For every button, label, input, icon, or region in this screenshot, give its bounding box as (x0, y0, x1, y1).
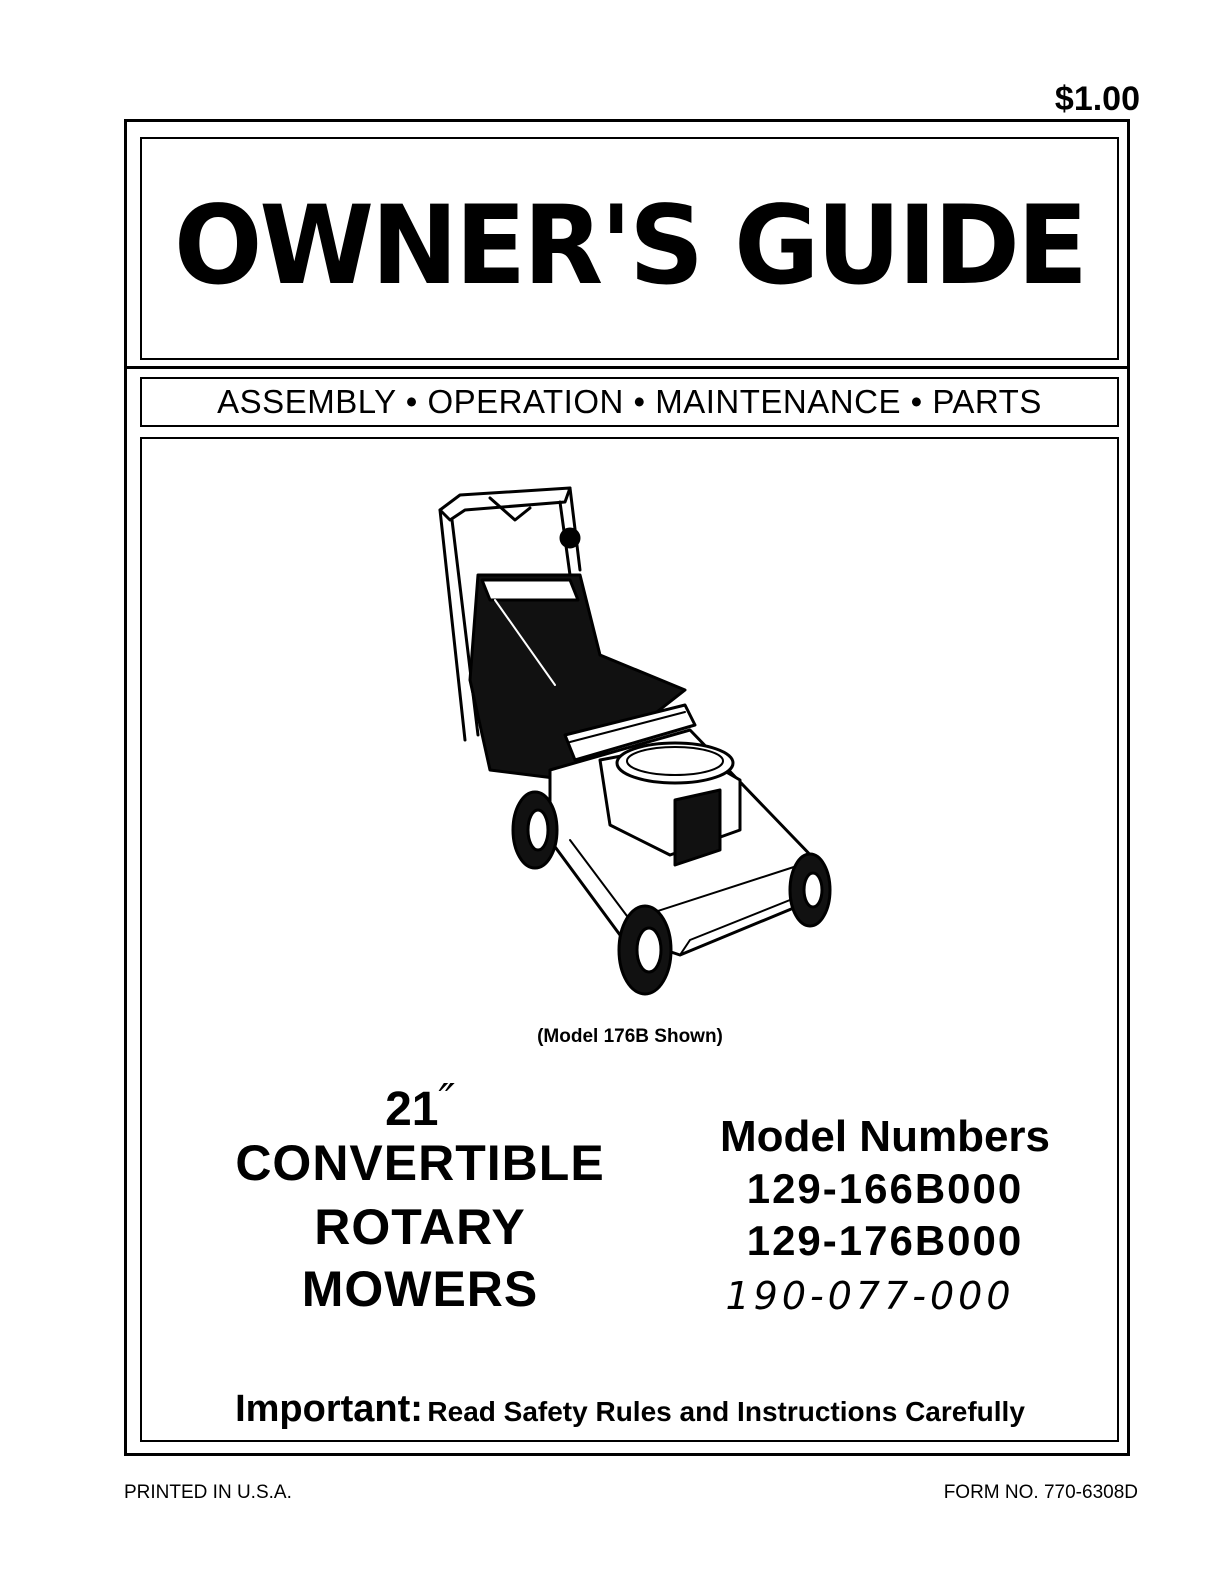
model-number: 129-166B000 (746, 1165, 1024, 1212)
banner-separator: • (910, 383, 923, 420)
product-line-mowers: MOWERS (301, 1261, 539, 1317)
product-line-rotary: ROTARY (314, 1199, 526, 1255)
important-text: Read Safety Rules and Instructions Carefully (427, 1396, 1025, 1427)
size-value: 21 (385, 1083, 439, 1136)
banner-item-parts: PARTS (932, 383, 1042, 420)
safety-notice (150, 1388, 1110, 1431)
page-title: OWNER'S GUIDE (173, 180, 1086, 310)
product-line-convertible: CONVERTIBLE (235, 1135, 605, 1191)
price-label: $1.00 (1054, 80, 1140, 118)
banner-separator: • (633, 383, 646, 420)
form-number: FORM NO. 770-6308D (943, 1482, 1138, 1503)
title-divider (124, 366, 1130, 369)
banner-separator: • (405, 383, 418, 420)
topics-banner (140, 377, 1119, 427)
illustration-caption: (Model 176B Shown) (537, 1026, 723, 1047)
important-label: Important: (235, 1388, 423, 1430)
handwritten-model-number: 190-077-000 (725, 1274, 1015, 1318)
inch-mark: ″ (438, 1075, 455, 1126)
mower-size (220, 1075, 620, 1137)
model-number: 129-176B000 (746, 1217, 1024, 1264)
printed-in-label: PRINTED IN U.S.A. (124, 1482, 292, 1503)
model-numbers-heading: Model Numbers (719, 1112, 1051, 1161)
banner-item-maintenance: MAINTENANCE (655, 383, 901, 420)
banner-item-operation: OPERATION (427, 383, 624, 420)
lawn-mower-illustration (420, 480, 840, 1000)
banner-item-assembly: ASSEMBLY (217, 383, 397, 420)
